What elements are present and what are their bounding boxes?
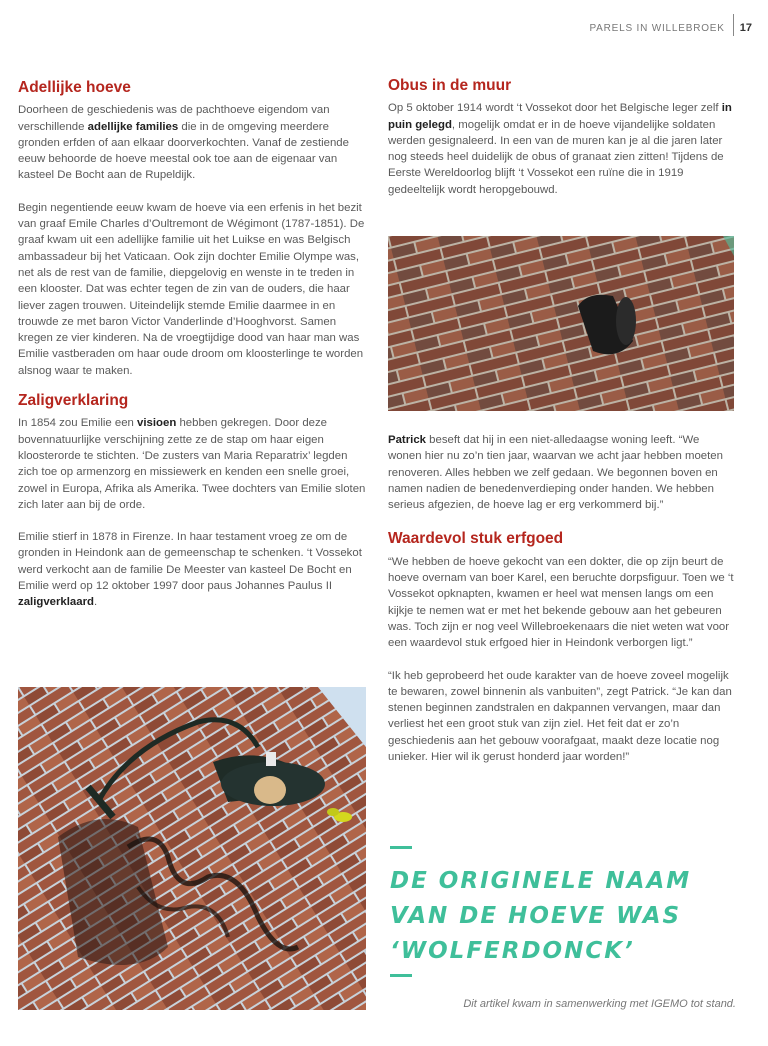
paragraph: Emilie stierf in 1878 in Firenze. In haar testament vroeg ze om de gronden in Heindonk aan de gemeenschap te schenken. ‘t Vossekot werd verkocht aan de familie De Meester van kasteel De Bocht en Emilie werd op 12 oktober 1997 door paus Johannes Paulus II zaligverklaard. [18,531,362,609]
paragraph: Doorheen de geschiedenis was de pachthoeve eigendom van verschillende adellijke families die in de omgeving meerdere gronden erfden of aan elkaar doorverkochten. Vanaf de zestiende eeuw behoorde de hoeve meestal ook toe aan de eigenaar van kasteel De Bocht aan de Rupeldijk. [18,104,349,182]
quote-mark-top [390,846,412,849]
highlight: zaligverklaard [18,596,94,609]
paragraph: “Ik heb geprobeerd het oude karakter van de hoeve zoveel mogelijk te bewaren, zowel binnenin als vanbuiten”, zegt Patrick. “Je kan dan stenen beginnen zandstralen en dakpannen vervangen, maar dan verliest het een groot stuk van zijn ziel. Het feit dat er zo’n geschiedenis aan het gebouw voorafgaat, maakt deze locatie nog unieker. Hier wil ik gerust honderd jaar worden!” [388,669,732,764]
pull-quote-line: ‘WOLFERDONCK’ [390,938,635,964]
magazine-title: PARELS IN WILLEBROEK [589,22,725,34]
heading-waardevol-stuk-erfgoed: Waardevol stuk erfgoed [388,530,564,548]
brick-wall-photo-image [388,236,734,411]
lamp-photo-image [18,687,366,1010]
paragraph: Op 5 oktober 1914 wordt ‘t Vossekot door het Belgische leger zelf in puin gelegd, mogelijk omdat er in de hoeve vijandelijke soldaten werden gesignaleerd. In een van de muren kan je al die jaren later nog steeds heel duidelijk de obus of granaat zien zitten! Tijdens de Eerste Wereldoorlog blijft ‘t Vossekot een ruïne die in 1919 gedeeltelijk wordt heropgebouwd. [388,102,732,196]
paragraph: Patrick beseft dat hij in een niet-alledaagse woning leeft. “We wonen hier nu zo’n tien jaar, waarvan we acht jaar hebben moeten renoveren. Alles hebben we zelf gedaan. We begonnen boven en namen nadien de benedenverdieping onder handen. We hebben serieus afgezien, de hoeve lag er erg verkommerd bij.” [388,434,723,512]
lamp-photo [18,687,366,1010]
heading-zaligverklaring: Zaligverklaring [18,392,129,410]
left-column [18,80,366,611]
highlight: visioen [137,417,177,430]
pull-quote [390,864,750,969]
page-number: 17 [739,22,752,34]
highlight: Patrick [388,434,426,446]
heading-adellijke-hoeve: Adellijke hoeve [18,79,131,96]
right-column-bottom [388,432,736,765]
pull-quote-line: DE ORIGINELE NAAM [390,868,692,894]
pull-quote-line: VAN DE HOEVE WAS [390,903,682,929]
quote-mark-bottom [390,974,412,977]
heading-obus-in-de-muur: Obus in de muur [388,77,512,94]
brick-wall-photo [388,236,734,411]
paragraph: Begin negentiende eeuw kwam de hoeve via een erfenis in het bezit van graaf Emile Charles d’Oultremont de Wégimont (1787-1851). De graaf kwam uit een adellijke familie uit het Luikse en was Belgisch ambassadeur bij het Vaticaan. Ook zijn dochter Emilie Olympe was, net als de rest van de familie, diepgelovig en wenste in te treden in een klooster. Dat was echter tegen de zin van de ouders, die haar liever zagen trouwen. Uiteindelijk stemde Emilie daarmee in en trouwde ze met baron Victor Vanderlinde d’Hooghvorst. Samen kregen ze vier kinderen. Na de vroegtijdige dood van haar man was Emilie vastberaden om haar oude droom om kloosterlinge te worden alsnog waar te maken. [18,201,365,377]
running-header [589,14,752,36]
paragraph: In 1854 zou Emilie een visioen hebben gekregen. Door deze bovennatuurlijke verschijning zette ze de stap om haar eigen kloosterorde te stichten. ‘De zusters van Maria Reparatrix’ legden zich toe op armenzorg en missiewerk en kenden een snelle groei, zowel in Europa, Afrika als Amerika. Twee dochters van Emilie sloten zich later aan bij de orde. [18,417,366,511]
highlight: in puin gelegd [388,102,732,131]
paragraph: “We hebben de hoeve gekocht van een dokter, die op zijn beurt de hoeve overnam van boer Karel, een beruchte dorpsfiguur. Toen we ‘t Vossekot opknapten, kwamen er heel wat mensen langs om een kijkje te nemen wat er met het bekende gebouw aan het gebeuren was. Toch zijn er nog veel Willebroekenaars die niet weten wat voor een waardevol stuk erfgoed hier in Heindonk verborgen ligt.” [388,555,734,650]
credit-line: Dit artikel kwam in samenwerking met IGEMO tot stand. [463,998,736,1010]
highlight: adellijke families [87,120,179,133]
right-column-top [388,78,736,198]
